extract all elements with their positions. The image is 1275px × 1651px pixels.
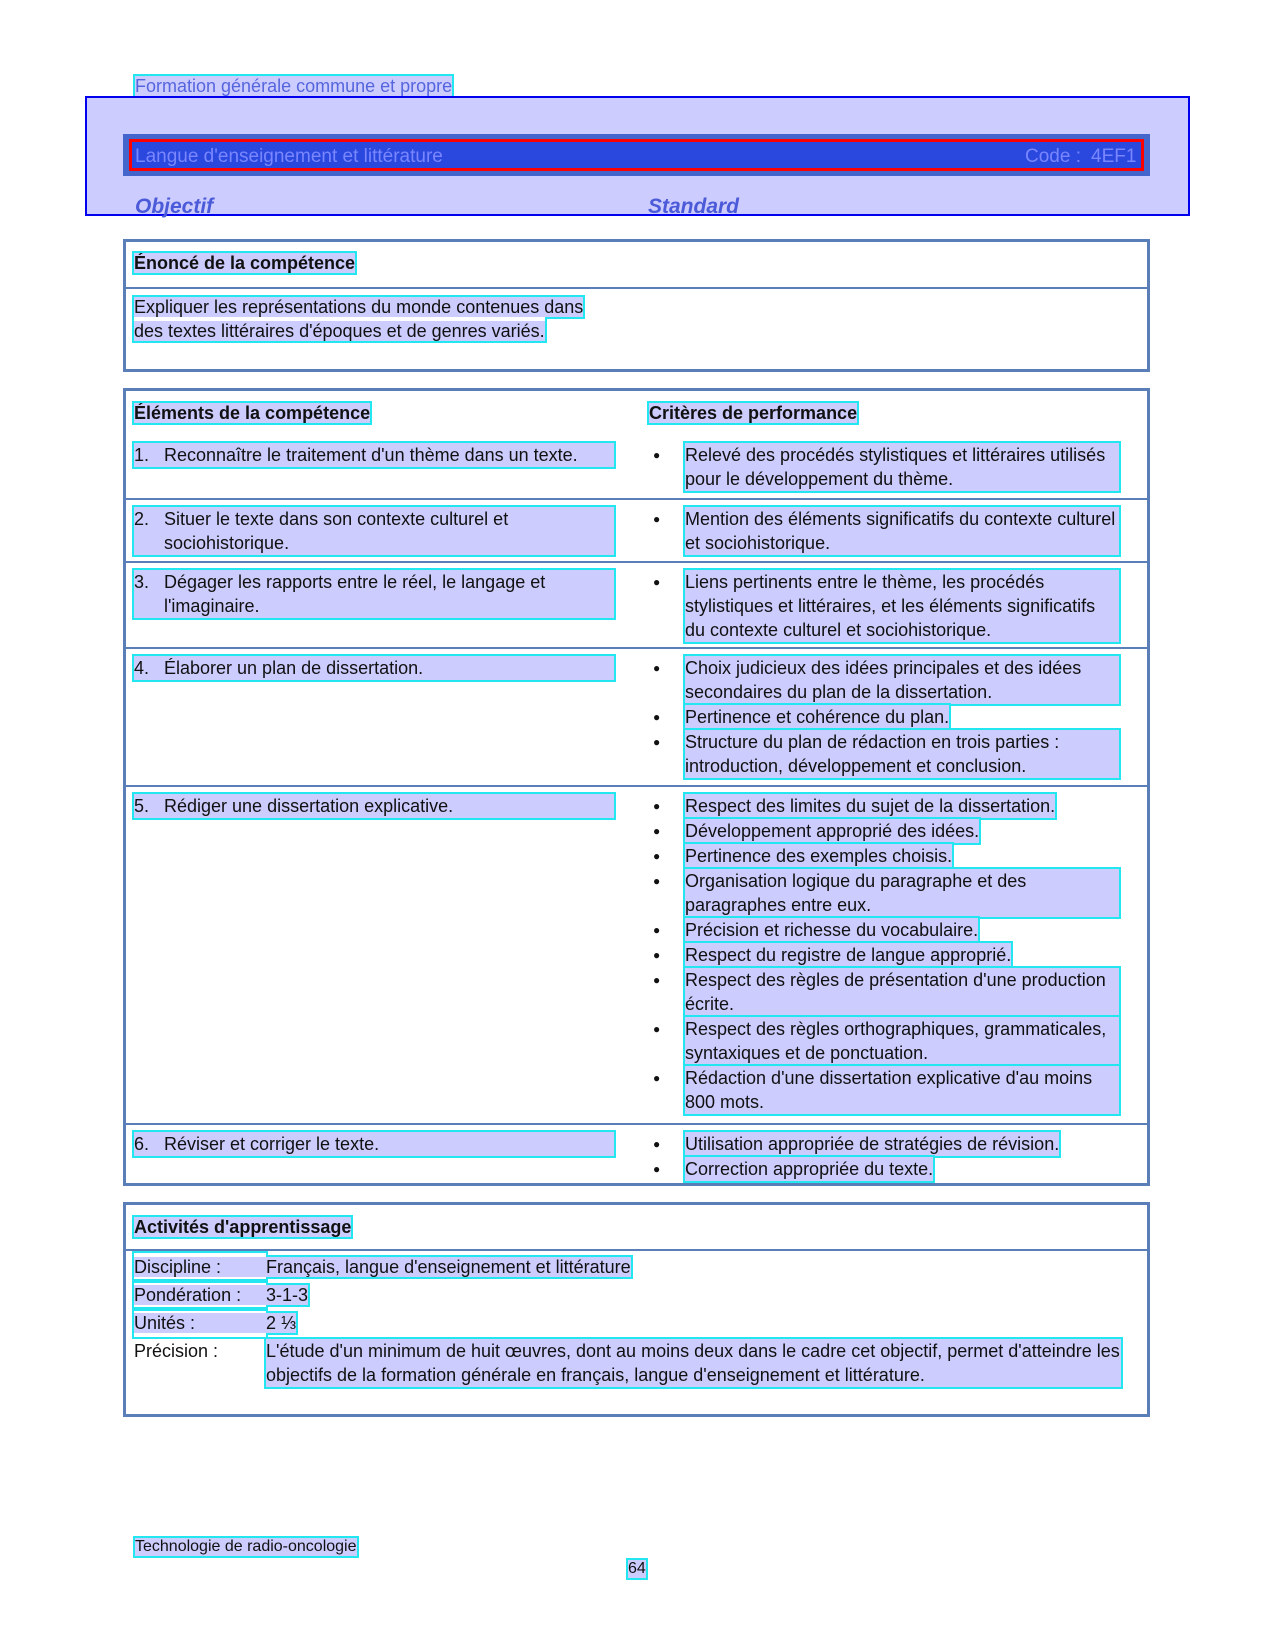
bullet-icon: ● [653, 874, 661, 888]
element-row [126, 647, 1147, 785]
elements-box [123, 388, 1150, 1186]
element-text: Dégager les rapports entre le réel, le langage et l'imaginaire. [164, 572, 546, 616]
element-text: Réviser et corriger le texte. [164, 1134, 380, 1154]
element-number: 1. [134, 445, 150, 465]
criterion-text: Rédaction d'une dissertation explicative d'au moins 800 mots. [685, 1066, 1119, 1114]
element-text: Reconnaître le traitement d'un thème dans un texte. [164, 445, 578, 465]
criterion-text: Pertinence des exemples choisis. [685, 846, 953, 866]
enonce-title: Énoncé de la compétence [134, 253, 356, 273]
unites-value: 2 ⅓ [266, 1313, 297, 1333]
discipline-value: Français, langue d'enseignement et littérature [266, 1257, 631, 1277]
bullet-icon: ● [653, 448, 661, 462]
code-label: Code : [1025, 146, 1081, 167]
program-heading: Formation générale commune et propre [135, 76, 453, 96]
elements-header: Éléments de la compétence [134, 403, 371, 423]
element-number: 5. [134, 796, 150, 816]
criterion-text: Structure du plan de rédaction en trois parties : introduction, développement et conclusion. [685, 730, 1119, 778]
criterion-text: Mention des éléments significatifs du contexte culturel et sociohistorique. [685, 507, 1119, 555]
element-row [126, 436, 1147, 498]
bullet-icon: ● [653, 735, 661, 749]
criterion-text: Relevé des procédés stylistiques et littéraires utilisés pour le développement du thème. [685, 443, 1119, 491]
criterion-text: Organisation logique du paragraphe et des paragraphes entre eux. [685, 869, 1119, 917]
element-text: Situer le texte dans son contexte culturel et sociohistorique. [164, 509, 509, 553]
element-text: Rédiger une dissertation explicative. [164, 796, 454, 816]
criterion-text: Respect des règles de présentation d'une production écrite. [685, 968, 1119, 1016]
criterion-text: Respect des règles orthographiques, grammaticales, syntaxiques et de ponctuation. [685, 1017, 1119, 1065]
bullet-icon: ● [653, 799, 661, 813]
enonce-box [123, 239, 1150, 372]
element-number: 4. [134, 658, 150, 678]
activites-box [123, 1202, 1150, 1417]
standard-label: Standard [648, 195, 740, 218]
bullet-icon: ● [653, 849, 661, 863]
element-text: Élaborer un plan de dissertation. [164, 658, 424, 678]
criterion-text: Précision et richesse du vocabulaire. [685, 920, 979, 940]
criterion-text: Développement approprié des idées. [685, 821, 980, 841]
precision-value: L'étude d'un minimum de huit œuvres, dont au moins deux dans le cadre cet objectif, permet d'atteindre les objectifs de la formation générale en français, langue d'enseignement et littérature. [266, 1341, 1120, 1385]
element-number: 6. [134, 1134, 150, 1154]
bullet-icon: ● [653, 824, 661, 838]
discipline-label: Discipline : [134, 1257, 222, 1277]
bullet-icon: ● [653, 948, 661, 962]
bullet-icon: ● [653, 1137, 661, 1151]
element-number: 3. [134, 572, 150, 592]
element-row [126, 1123, 1147, 1183]
bullet-icon: ● [653, 661, 661, 675]
criteria-header: Critères de performance [649, 403, 858, 423]
bullet-icon: ● [653, 710, 661, 724]
bullet-icon: ● [653, 923, 661, 937]
criterion-text: Liens pertinents entre le thème, les procédés stylistiques et littéraires, et les éléments significatifs du contexte culturel et sociohistorique. [685, 570, 1119, 642]
bullet-icon: ● [653, 512, 661, 526]
bullet-icon: ● [653, 1022, 661, 1036]
criterion-text: Choix judicieux des idées principales et des idées secondaires du plan de la dissertation. [685, 656, 1119, 704]
criterion-text: Pertinence et cohérence du plan. [685, 707, 950, 727]
activites-title: Activités d'apprentissage [134, 1217, 352, 1237]
precision-label: Précision : [134, 1341, 219, 1361]
element-row [126, 561, 1147, 647]
element-row [126, 498, 1147, 561]
unites-label: Unités : [134, 1313, 196, 1333]
criterion-text: Respect des limites du sujet de la dissertation. [685, 796, 1056, 816]
course-title: Langue d'enseignement et littérature [135, 146, 443, 167]
page-number: 64 [628, 1560, 646, 1577]
enonce-text: Expliquer les représentations du monde contenues dans des textes littéraires d'époques et de genres variés. [134, 297, 584, 341]
ponderation-label: Pondération : [134, 1285, 242, 1305]
bullet-icon: ● [653, 575, 661, 589]
criterion-text: Respect du registre de langue approprié. [685, 945, 1012, 965]
element-number: 2. [134, 509, 150, 529]
objectif-label: Objectif [135, 195, 214, 218]
criterion-text: Utilisation appropriée de stratégies de révision. [685, 1134, 1060, 1154]
bullet-icon: ● [653, 1071, 661, 1085]
criterion-text: Correction appropriée du texte. [685, 1159, 934, 1179]
bullet-icon: ● [653, 973, 661, 987]
course-code: 4EF1 [1091, 146, 1137, 167]
footer-program: Technologie de radio-oncologie [135, 1538, 357, 1555]
element-row [126, 785, 1147, 1123]
bullet-icon: ● [653, 1162, 661, 1176]
ponderation-value: 3-1-3 [266, 1285, 309, 1305]
